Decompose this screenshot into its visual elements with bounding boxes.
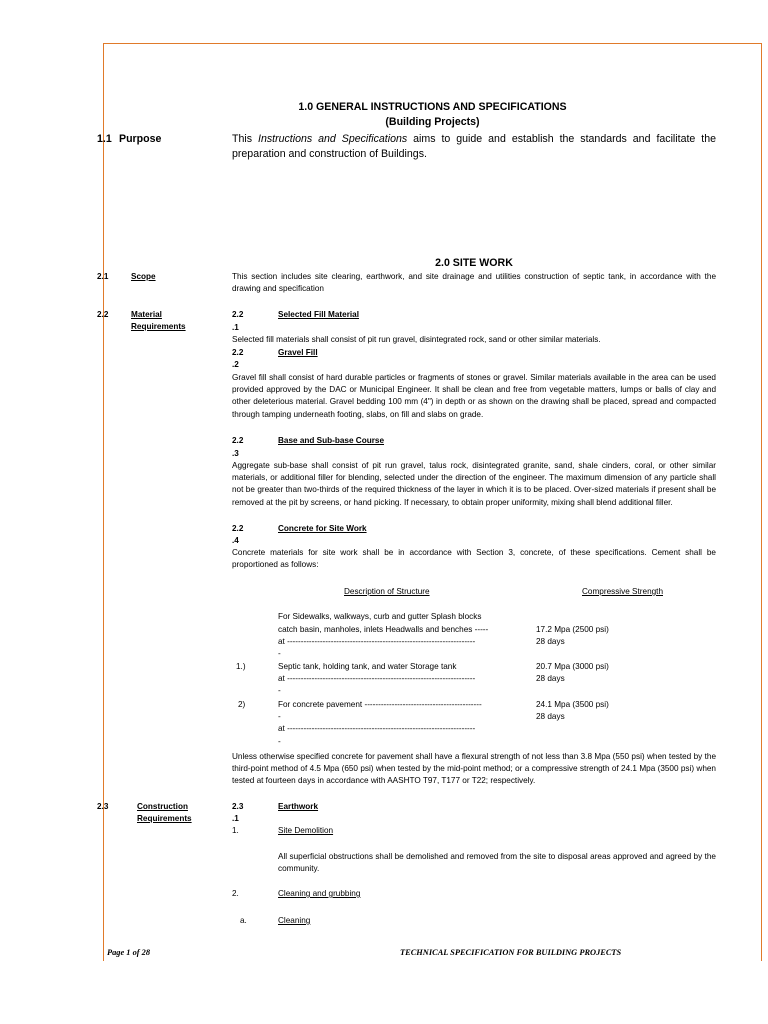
item-sub: .4 [232, 536, 239, 545]
document-subtitle: (Building Projects) [385, 116, 480, 128]
item-number: 2.2 [232, 310, 244, 319]
purpose-label: Purpose [119, 133, 162, 145]
table-row-description-line: - [278, 686, 281, 695]
item-text: Aggregate sub-base shall consist of pit run gravel, talus rock, disintegrated granite, sand, shale cinders, coral, or other similar materials, or additional filler for blending, selected under the direction of the engineer. The maximum dimension of any particle shall not be greater than two-thirds of the required thickness of the layer in which it is to be placed. Over-sized materials if present shall be removed at the pit by screens, or hand picking. If necessary, to obtain proper uniformity, mixing shall blend additional filler. [232, 461, 716, 507]
item-number: 2.2 [232, 348, 244, 357]
table-row-strength: 17.2 Mpa (2500 psi) [536, 625, 609, 634]
item-sub: .1 [232, 323, 239, 332]
construction-label-line1: Construction [137, 802, 188, 811]
construction-label-line2: Requirements [137, 814, 192, 823]
item-title: Earthwork [278, 802, 319, 811]
construction-number: 2.3 [97, 802, 109, 811]
table-row-description-line: - [278, 737, 281, 746]
list-index: a. [240, 916, 247, 925]
demolition-text: All superficial obstructions shall be demolished and removed from the site to disposal areas approved and agreed by the community. [278, 852, 716, 874]
footer-title: TECHNICAL SPECIFICATION FOR BUILDING PROJECTS [400, 948, 622, 957]
item-text: Selected fill materials shall consist of pit run gravel, disintegrated rock, sand or other similar materials. [232, 335, 601, 344]
purpose-text: This Instructions and Specifications aims to guide and establish the standards and facilitate the preparation and construction of Buildings. [232, 133, 717, 160]
table-row-description-line: at --------------------------------------------------------------------- [278, 724, 476, 733]
table-row-strength: 24.1 Mpa (3500 psi) [536, 700, 609, 709]
item-title: Base and Sub-base Course [278, 436, 385, 445]
table-row-description-line: Septic tank, holding tank, and water Storage tank [278, 662, 457, 671]
scope-label: Scope [131, 272, 156, 281]
table-row-description-line: For Sidewalks, walkways, curb and gutter Splash blocks [278, 612, 482, 621]
table-row-strength: 20.7 Mpa (3000 psi) [536, 662, 609, 671]
list-label-cleaning: Cleaning [278, 916, 311, 925]
table-row-description-line: at --------------------------------------------------------------------- [278, 674, 476, 683]
item-sub: .1 [232, 814, 239, 823]
item-text: Concrete materials for site work shall be in accordance with Section 3, concrete, of these specifications. Cement shall be proportioned as follows: [232, 548, 716, 570]
list-label-site-demolition: Site Demolition [278, 826, 334, 835]
pavement-strength-text: Unless otherwise specified concrete for pavement shall have a flexural strength of not less than 3.8 Mpa (550 psi) when tested by the third-point method of 4.5 Mpa (650 psi) when tested by the mid-point method; or a compressive strength of 24.1 Mpa (3500 psi) when tested at fourteen days in accordance with AASHTO T97, T177 or T22; respectively. [232, 752, 716, 786]
table-row-days: 28 days [536, 674, 565, 683]
table-row-description-line: - [278, 649, 281, 658]
table-row-days: 28 days [536, 712, 565, 721]
scope-number: 2.1 [97, 272, 109, 281]
material-label-line2: Requirements [131, 322, 186, 331]
item-number: 2.3 [232, 802, 244, 811]
list-index: 2. [232, 889, 239, 898]
item-sub: .2 [232, 360, 239, 369]
table-row-description-line: For concrete pavement ------------------------------------------- [278, 700, 482, 709]
item-sub: .3 [232, 449, 239, 458]
table-header-strength: Compressive Strength [582, 587, 663, 596]
item-number: 2.2 [232, 524, 244, 533]
document-title: 1.0 GENERAL INSTRUCTIONS AND SPECIFICATIONS [298, 101, 567, 113]
section-title: 2.0 SITE WORK [435, 257, 513, 269]
list-label-cleaning-grubbing: Cleaning and grubbing [278, 889, 361, 898]
table-row-index: 1.) [236, 662, 246, 671]
table-row-description-line: - [278, 712, 281, 721]
material-number: 2.2 [97, 310, 109, 319]
scope-text: This section includes site clearing, earthwork, and site drainage and utilities construction of septic tank, in accordance with the drawing and specification [232, 272, 716, 294]
item-number: 2.2 [232, 436, 244, 445]
item-title: Selected Fill Material [278, 310, 359, 319]
table-row-days: 28 days [536, 637, 565, 646]
table-row-index: 2) [238, 700, 246, 709]
table-row-description-line: at --------------------------------------------------------------------- [278, 637, 476, 646]
item-title: Concrete for Site Work [278, 524, 367, 533]
page-number: Page 1 of 28 [107, 948, 151, 957]
purpose-number: 1.1 [97, 133, 112, 145]
table-row-description-line: catch basin, manholes, inlets Headwalls and benches ----- [278, 625, 489, 634]
item-text: Gravel fill shall consist of hard durable particles or fragments of stones or gravel. Similar materials available in the area can be used provided approved by the DAC or Municipal Engineer. It shall be clean and free from vegetable matters, lumps or balls of clay and other deleterious material. Gravel bedding 100 mm (4") in depth or as shown on the drawing shall be placed, spread and compacted through tamping underneath footing, slabs, on fill and slabs on grade. [232, 373, 716, 419]
item-title: Gravel Fill [278, 348, 318, 357]
material-label-line1: Material [131, 310, 162, 319]
list-index: 1. [232, 826, 239, 835]
table-header-description: Description of Structure [344, 587, 430, 596]
